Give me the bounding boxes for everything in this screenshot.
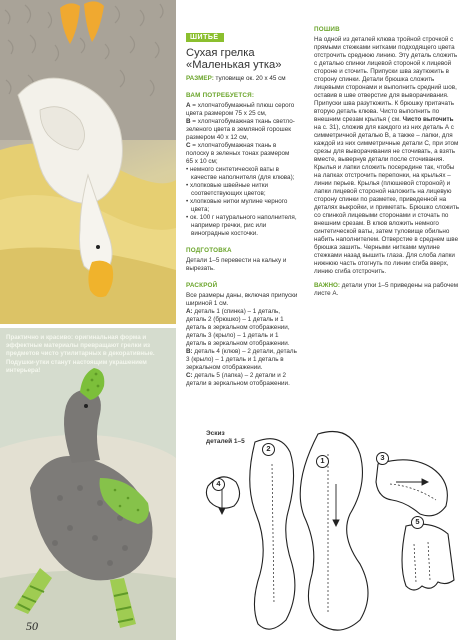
- material-bullet: • немного синтетической ваты в качестве наполнителя (для клюва);: [186, 165, 295, 181]
- cutting-heading: РАСКРОЙ: [186, 281, 218, 289]
- material-b: [186, 118, 298, 142]
- cutting-b: [186, 348, 298, 372]
- important-note: [314, 282, 460, 298]
- material-bullet: • хлопковые нитки мулине черного цвета;: [186, 197, 288, 213]
- sewing-heading: ПОШИВ: [314, 26, 340, 33]
- sketch-title-line-2: деталей 1–5: [206, 438, 245, 445]
- cutting-intro: Все размеры даны, включая припуски шириной 1 см.: [186, 291, 298, 307]
- sewing-text-bold: Чисто выточить: [402, 116, 454, 123]
- pattern-pieces-diagram: [200, 424, 465, 640]
- fold-line-piece-2: [272, 464, 274, 604]
- photo-goose-on-pillow: [0, 328, 176, 640]
- label-piece-2: 2: [262, 443, 275, 456]
- important-label: ВАЖНО:: [314, 282, 341, 289]
- label-piece-3: 3: [376, 452, 389, 465]
- cutting-a-text: деталь 1 (спинка) – 1 деталь, деталь 2 (брюшко) – 1 деталь и 1 деталь в зеркальном отображении, деталь 3 (крыло) – 1 деталь и 1 деталь в зеркальном отображении.: [186, 307, 290, 347]
- materials-heading: ВАМ ПОТРЕБУЕТСЯ:: [186, 91, 255, 99]
- material-b-text: = хлопчатобумажная ткань светло-зеленого цвета в земляной горошек размером 40 х 12 см,: [186, 117, 295, 141]
- cutting-b-text: деталь 4 (клюв) – 2 детали, деталь 3 (крыло) – 1 деталь и 1 деталь в зеркальном отображении.: [186, 347, 297, 371]
- size-info: [186, 75, 298, 83]
- title-line-2: «Маленькая утка»: [186, 59, 282, 72]
- prep-heading: ПОДГОТОВКА: [186, 246, 232, 254]
- web-lines-piece-5: [414, 542, 430, 582]
- important-text: детали утки 1–5 приведены на рабочем листе А.: [314, 282, 459, 297]
- material-c-text: = хлопчатобумажная ткань в полоску в зеленых тонах размером 65 х 10 см;: [186, 141, 290, 165]
- label-piece-4: 4: [212, 478, 225, 491]
- instructions-column-right: [314, 26, 460, 298]
- material-c-letter: C: [186, 141, 191, 149]
- size-label: РАЗМЕР:: [186, 74, 214, 82]
- cutting-a: [186, 308, 298, 348]
- pattern-piece-5: [402, 524, 454, 590]
- material-c: [186, 142, 298, 166]
- material-a-letter: A: [186, 101, 191, 109]
- photo-caption: Практично и красиво: оригинальная форма и эффектные материалы превращают грелки из предметов чисто утилитарных в декоративные. Подушки-утки станут настоящим украшением интерьера!: [6, 334, 155, 374]
- pattern-piece-3: [376, 460, 447, 516]
- pattern-piece-2: [250, 439, 295, 629]
- cutting-c-text: деталь 5 (лапка) – 2 детали и 2 детали в зеркальном отображении.: [186, 371, 290, 387]
- material-b-letter: B: [186, 117, 191, 125]
- goose-on-bed-illustration: [0, 0, 176, 324]
- material-bullet: • ок. 100 г натурального наполнителя, например гречки, рис или виноградные косточки.: [186, 213, 297, 237]
- size-value: туловище ок. 20 х 45 см: [213, 74, 286, 82]
- sewing-text-part-1: На одной из деталей клюва тройной строчкой с прямыми стежками нитками подходящего цвета отстрочить среднюю линию. Эту деталь сложить с деталью спинки лицевой стороной к лицевой стороне и сточить. Припуски шва заутюжить в сторону спинки. Детали брюшка сложить лицевыми сторонами и выполнить средний шов, оставив в шве отверстие для выворачивания. Припуски шва разутюжить. К брюшку притачать вторую деталь клюва. Чисто выполнить по внешним срезам крылья ( см.: [314, 36, 458, 123]
- sewing-text: [314, 36, 460, 276]
- rubric-tag: ШИТЬЁ: [186, 33, 224, 42]
- article-title: [186, 47, 298, 72]
- page-number: 50: [26, 619, 38, 633]
- cutting-c-lead: C:: [186, 371, 193, 379]
- cutting-c: [186, 372, 298, 388]
- feather-line-piece-3: [390, 484, 436, 500]
- prep-text: Детали 1–5 перевести на кальку и вырезать.: [186, 256, 287, 272]
- pattern-piece-1: [300, 432, 368, 631]
- title-line-1: Сухая грелка: [186, 47, 255, 59]
- label-piece-5: 5: [411, 516, 424, 529]
- photo-goose-on-bed: [0, 0, 176, 324]
- material-a-text: = хлопчатобумажный плюш серого цвета размером 75 х 25 см,: [186, 101, 295, 117]
- sewing-text-part-2: на с. 31), сложив для каждого из них деталь А с симметричной деталью B, а также – лапки, для каждой из них симметричные детали С, при этом срезы для выворачивания не сточивать, а взять вместе, вывернув детали после сточивания. Крылья и лапки сложить посередине так, чтобы на лапках отстрочить перепонки, на крыльях – линии перьев. Крылья (плюшевой стороной) и лапки лицевой стороной наложить на лицевую сторону спинки по разметке, приведенной на деталях выкройки, и приметать. Брюшко сложить со спинкой лицевыми сторонами и сточать по внешним срезам. В клюв вложить немного синтетической ваты, затем туловище обильно набить наполнителем. Отверстие в среднем шве брюшка зашить. Черными нитками мулине стежками назад вышить глаза. Для слоба лапки нижнюю часть отогнуть по линии сгиба вверх, линию сгиба отстрочить.: [314, 124, 460, 275]
- cutting-b-lead: B:: [186, 347, 193, 355]
- label-piece-1: 1: [316, 455, 329, 468]
- sketch-title-line-1: Эскиз: [206, 430, 225, 437]
- material-bullet: • хлопковые швейные нитки соответствующих цветов;: [186, 181, 268, 197]
- instructions-column-left: [186, 26, 298, 388]
- material-a: [186, 102, 298, 118]
- cutting-a-lead: A:: [186, 307, 193, 315]
